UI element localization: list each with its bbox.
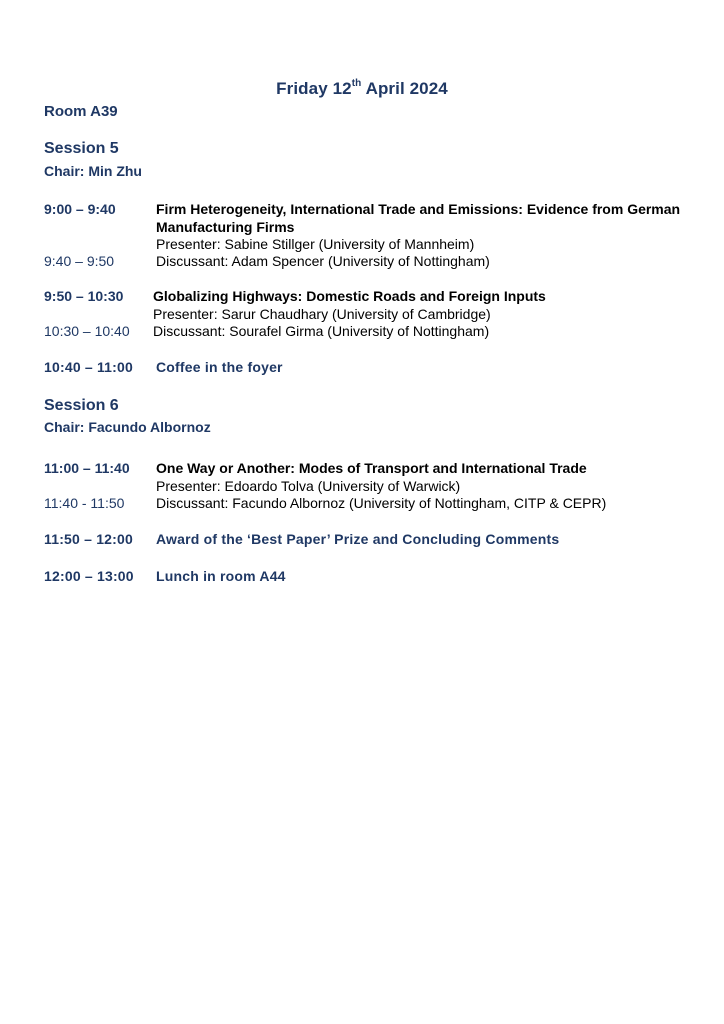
award-time: 11:50 – 12:00 <box>44 531 134 547</box>
talk-1-presenter: Presenter: Sabine Stillger (University of Mannheim) <box>156 236 475 252</box>
day-suffix: th <box>351 78 362 89</box>
session-5-chair: Chair: Min Zhu <box>44 163 142 179</box>
talk-1-title-line2: Manufacturing Firms <box>156 219 295 235</box>
talk-1-discussant: Discussant: Adam Spencer (University of Nottingham) <box>156 253 490 269</box>
talk-3-time: 11:00 – 11:40 <box>44 460 130 476</box>
talk-2-time: 9:50 – 10:30 <box>44 288 124 304</box>
day-rest: April 2024 <box>365 79 448 98</box>
lunch-label: Lunch in room A44 <box>156 568 286 584</box>
award-label: Award of the ‘Best Paper’ Prize and Concluding Comments <box>156 531 560 547</box>
day-weekday: Friday 12 <box>276 79 352 98</box>
session-5-title: Session 5 <box>44 140 119 157</box>
day-title <box>0 79 724 99</box>
talk-2-discussant-time: 10:30 – 10:40 <box>44 323 130 339</box>
talk-1-title-line1: Firm Heterogeneity, International Trade and Emissions: Evidence from German <box>156 201 681 217</box>
talk-3-title: One Way or Another: Modes of Transport and International Trade <box>156 460 587 476</box>
talk-2-presenter: Presenter: Sarur Chaudhary (University of Cambridge) <box>153 306 491 322</box>
session-6-chair: Chair: Facundo Albornoz <box>44 419 211 435</box>
session-6-title: Session 6 <box>44 397 119 414</box>
coffee-label: Coffee in the foyer <box>156 359 283 375</box>
talk-2-title: Globalizing Highways: Domestic Roads and Foreign Inputs <box>153 288 546 304</box>
room-heading: Room A39 <box>44 103 118 120</box>
talk-3-discussant: Discussant: Facundo Albornoz (University of Nottingham, CITP & CEPR) <box>156 495 607 511</box>
coffee-time: 10:40 – 11:00 <box>44 359 134 375</box>
lunch-time: 12:00 – 13:00 <box>44 568 134 584</box>
talk-1-time: 9:00 – 9:40 <box>44 201 116 217</box>
talk-3-discussant-time: 11:40 - 11:50 <box>44 495 125 511</box>
talk-3-presenter: Presenter: Edoardo Tolva (University of Warwick) <box>156 478 461 494</box>
talk-2-discussant: Discussant: Sourafel Girma (University of Nottingham) <box>153 323 490 339</box>
talk-1-discussant-time: 9:40 – 9:50 <box>44 253 115 269</box>
